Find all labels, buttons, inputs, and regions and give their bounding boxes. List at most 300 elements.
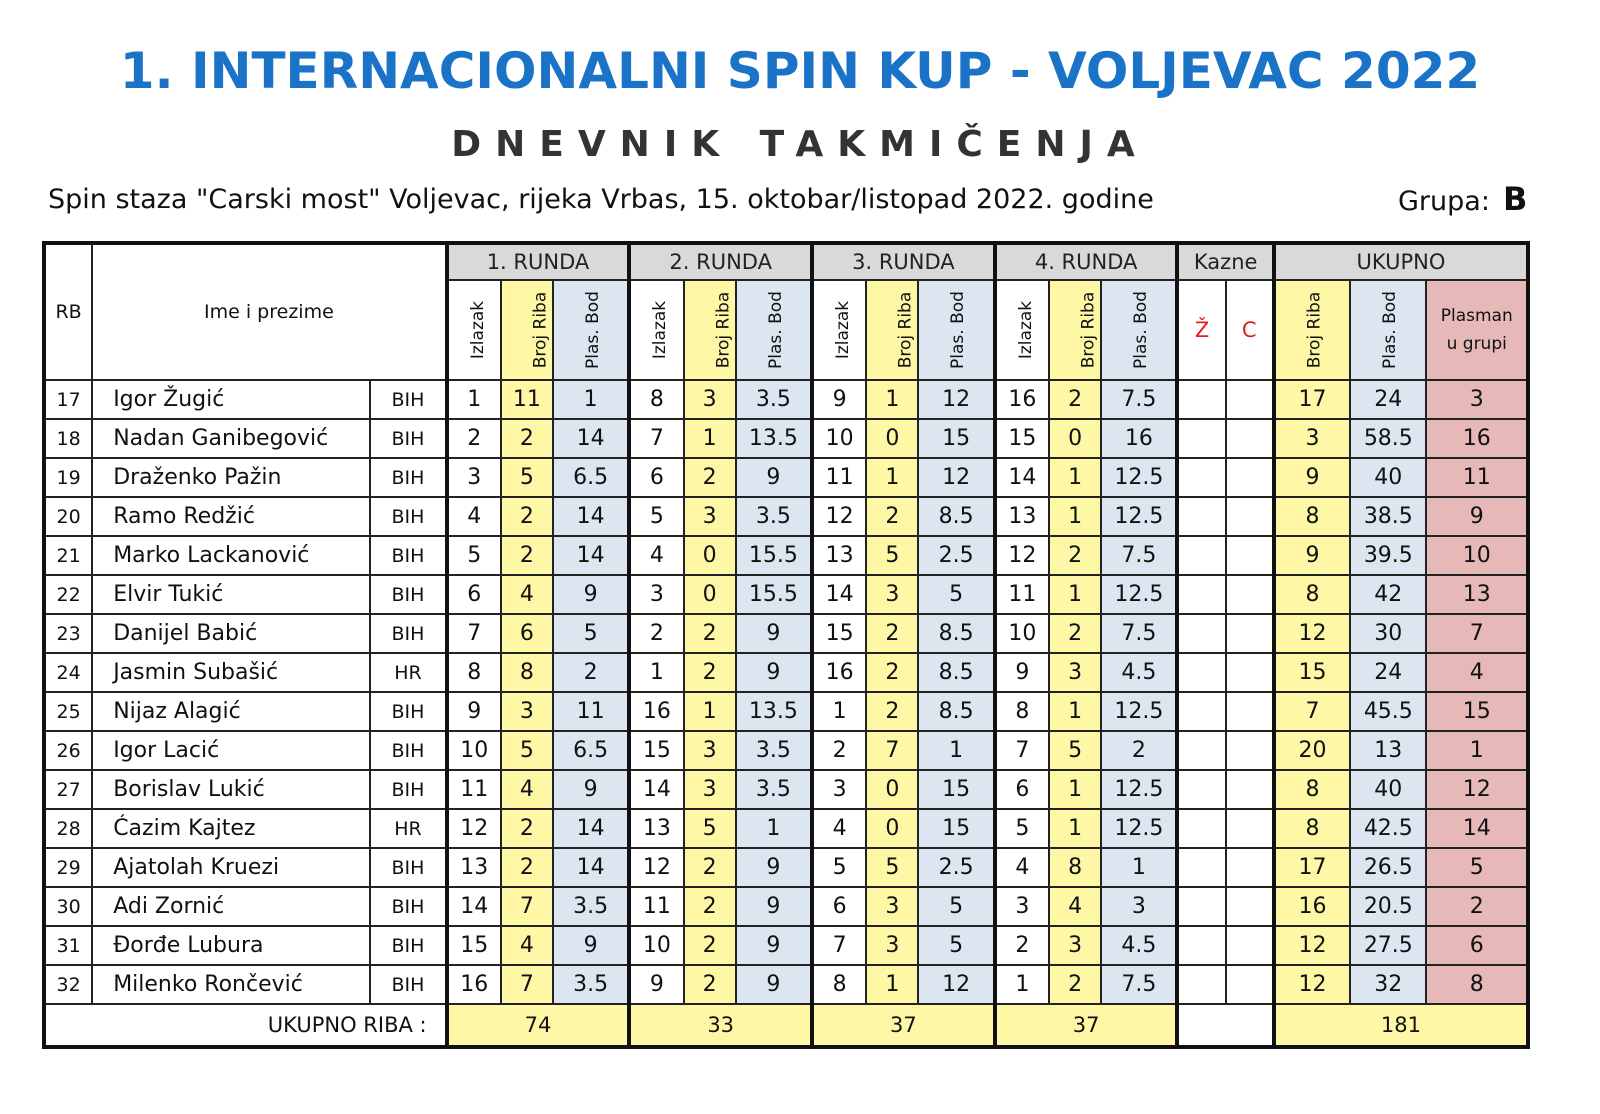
izlazak-cell: 12 — [629, 848, 683, 887]
broj-riba-cell: 2 — [1049, 965, 1101, 1004]
broj-riba-cell: 5 — [501, 458, 553, 497]
plas-bod-cell: 3.5 — [736, 770, 812, 809]
plas-bod-cell: 3.5 — [736, 731, 812, 770]
izlazak-cell: 4 — [995, 848, 1049, 887]
plas-bod-cell: 14 — [553, 809, 629, 848]
competitor-name: Marko Lackanović — [92, 536, 370, 575]
plasman-cell: 10 — [1426, 536, 1528, 575]
plas-bod-cell: 1 — [1101, 848, 1177, 887]
penalty-c-cell — [1226, 770, 1274, 809]
penalty-z-cell — [1177, 692, 1225, 731]
penalty-z-cell — [1177, 848, 1225, 887]
subheader-plas-bod-r2-label: Plas. Bod — [765, 291, 786, 369]
group-label: Grupa: — [1398, 186, 1490, 217]
broj-riba-cell: 5 — [684, 809, 736, 848]
penalty-c-cell — [1226, 575, 1274, 614]
rb-cell: 22 — [44, 575, 92, 614]
plas-bod-cell: 15.5 — [736, 575, 812, 614]
plas-bod-cell: 2.5 — [918, 848, 994, 887]
round-header-2: 2. RUNDA — [629, 243, 812, 280]
penalty-z-cell — [1177, 458, 1225, 497]
plasman-cell: 6 — [1426, 926, 1528, 965]
subheader-plasman — [1426, 280, 1528, 380]
total-plas-bod-cell: 13 — [1350, 731, 1426, 770]
izlazak-cell: 11 — [447, 770, 501, 809]
total-plas-bod-cell: 26.5 — [1350, 848, 1426, 887]
penalty-z-cell — [1177, 380, 1225, 419]
round-total-cell: 33 — [629, 1004, 812, 1047]
izlazak-cell: 10 — [812, 419, 866, 458]
competitor-name: Danijel Babić — [92, 614, 370, 653]
izlazak-cell: 6 — [629, 458, 683, 497]
izlazak-cell: 10 — [995, 614, 1049, 653]
izlazak-cell: 6 — [812, 887, 866, 926]
izlazak-cell: 3 — [447, 458, 501, 497]
country-cell: BIH — [370, 731, 446, 770]
izlazak-cell: 2 — [629, 614, 683, 653]
subheader-total-broj-riba-label: Broj Riba — [1304, 291, 1325, 369]
izlazak-cell: 16 — [629, 692, 683, 731]
izlazak-cell: 5 — [812, 848, 866, 887]
table-row — [44, 965, 1528, 1004]
izlazak-cell: 7 — [447, 614, 501, 653]
izlazak-cell: 8 — [447, 653, 501, 692]
izlazak-cell: 15 — [812, 614, 866, 653]
total-broj-riba-cell: 12 — [1274, 926, 1350, 965]
subheader-izlazak-r3-label: Izlazak — [833, 300, 854, 360]
grand-total-cell: 181 — [1274, 1004, 1528, 1047]
subheader-izlazak-r1-label: Izlazak — [467, 300, 488, 360]
rb-cell: 27 — [44, 770, 92, 809]
plas-bod-cell: 12.5 — [1101, 809, 1177, 848]
col-header-name: Ime i prezime — [92, 243, 446, 380]
plasman-cell: 4 — [1426, 653, 1528, 692]
broj-riba-cell: 2 — [501, 497, 553, 536]
broj-riba-cell: 2 — [866, 653, 918, 692]
plas-bod-cell: 6.5 — [553, 731, 629, 770]
penalty-total-cell — [1177, 1004, 1273, 1047]
plasman-cell: 11 — [1426, 458, 1528, 497]
competitor-name: Borislav Lukić — [92, 770, 370, 809]
broj-riba-cell: 1 — [1049, 770, 1101, 809]
total-plas-bod-cell: 30 — [1350, 614, 1426, 653]
broj-riba-cell: 6 — [501, 614, 553, 653]
izlazak-cell: 16 — [812, 653, 866, 692]
plas-bod-cell: 7.5 — [1101, 614, 1177, 653]
broj-riba-cell: 2 — [501, 536, 553, 575]
group-value: B — [1503, 180, 1528, 218]
broj-riba-cell: 7 — [501, 887, 553, 926]
plas-bod-cell: 8.5 — [918, 653, 994, 692]
country-cell: BIH — [370, 458, 446, 497]
penalty-z-cell — [1177, 614, 1225, 653]
plas-bod-cell: 8.5 — [918, 497, 994, 536]
broj-riba-cell: 1 — [1049, 458, 1101, 497]
total-plas-bod-cell: 58.5 — [1350, 419, 1426, 458]
broj-riba-cell: 0 — [684, 575, 736, 614]
penalty-c-cell — [1226, 419, 1274, 458]
izlazak-cell: 8 — [812, 965, 866, 1004]
plas-bod-cell: 14 — [553, 497, 629, 536]
izlazak-cell: 13 — [995, 497, 1049, 536]
penalty-z-cell — [1177, 926, 1225, 965]
plasman-cell: 13 — [1426, 575, 1528, 614]
izlazak-cell: 15 — [629, 731, 683, 770]
broj-riba-cell: 2 — [866, 614, 918, 653]
table-row — [44, 419, 1528, 458]
broj-riba-cell: 3 — [866, 926, 918, 965]
penalty-z-cell — [1177, 887, 1225, 926]
plas-bod-cell: 9 — [553, 575, 629, 614]
country-cell: BIH — [370, 419, 446, 458]
rb-cell: 19 — [44, 458, 92, 497]
country-cell: BIH — [370, 926, 446, 965]
broj-riba-cell: 2 — [501, 419, 553, 458]
results-table — [42, 241, 1530, 1049]
round-header-4: 4. RUNDA — [995, 243, 1178, 280]
subheader-izlazak-r1 — [447, 280, 501, 380]
total-broj-riba-cell: 3 — [1274, 419, 1350, 458]
competitor-name: Igor Žugić — [92, 380, 370, 419]
izlazak-cell: 2 — [812, 731, 866, 770]
plas-bod-cell: 3.5 — [553, 965, 629, 1004]
country-cell: HR — [370, 653, 446, 692]
izlazak-cell: 14 — [447, 887, 501, 926]
broj-riba-cell: 4 — [501, 926, 553, 965]
izlazak-cell: 12 — [812, 497, 866, 536]
subheader-broj-riba-r1-label: Broj Riba — [530, 291, 551, 369]
broj-riba-cell: 0 — [684, 536, 736, 575]
subheader-izlazak-r4 — [995, 280, 1049, 380]
broj-riba-cell: 1 — [684, 692, 736, 731]
total-plas-bod-cell: 45.5 — [1350, 692, 1426, 731]
broj-riba-cell: 8 — [1049, 848, 1101, 887]
country-cell: BIH — [370, 575, 446, 614]
competitor-name: Đorđe Lubura — [92, 926, 370, 965]
competitor-name: Jasmin Subašić — [92, 653, 370, 692]
plas-bod-cell: 8.5 — [918, 614, 994, 653]
round-header-3: 3. RUNDA — [812, 243, 995, 280]
izlazak-cell: 15 — [447, 926, 501, 965]
total-plas-bod-cell: 24 — [1350, 380, 1426, 419]
plas-bod-cell: 8.5 — [918, 692, 994, 731]
plas-bod-cell: 5 — [918, 887, 994, 926]
izlazak-cell: 8 — [995, 692, 1049, 731]
plas-bod-cell: 9 — [736, 848, 812, 887]
competitor-name: Ramo Redžić — [92, 497, 370, 536]
plas-bod-cell: 12.5 — [1101, 458, 1177, 497]
round-total-cell: 37 — [812, 1004, 995, 1047]
location-line: Spin staza "Carski most" Voljevac, rijeka Vrbas, 15. oktobar/listopad 2022. godine — [48, 184, 1154, 215]
broj-riba-cell: 3 — [684, 731, 736, 770]
total-plas-bod-cell: 39.5 — [1350, 536, 1426, 575]
izlazak-cell: 6 — [447, 575, 501, 614]
penalty-c-cell — [1226, 848, 1274, 887]
izlazak-cell: 3 — [812, 770, 866, 809]
plas-bod-cell: 7.5 — [1101, 965, 1177, 1004]
plas-bod-cell: 11 — [553, 692, 629, 731]
plasman-cell: 9 — [1426, 497, 1528, 536]
penalty-c-cell — [1226, 965, 1274, 1004]
broj-riba-cell: 1 — [866, 965, 918, 1004]
broj-riba-cell: 3 — [684, 497, 736, 536]
plasman-cell: 8 — [1426, 965, 1528, 1004]
rb-cell: 17 — [44, 380, 92, 419]
izlazak-cell: 4 — [812, 809, 866, 848]
competitor-name: Igor Lacić — [92, 731, 370, 770]
penalty-z-cell — [1177, 809, 1225, 848]
rb-cell: 26 — [44, 731, 92, 770]
country-cell: BIH — [370, 380, 446, 419]
country-cell: BIH — [370, 497, 446, 536]
plasman-cell: 2 — [1426, 887, 1528, 926]
broj-riba-cell: 5 — [501, 731, 553, 770]
izlazak-cell: 14 — [995, 458, 1049, 497]
penalty-z-cell — [1177, 419, 1225, 458]
plasman-cell: 14 — [1426, 809, 1528, 848]
total-broj-riba-cell: 12 — [1274, 614, 1350, 653]
total-broj-riba-cell: 20 — [1274, 731, 1350, 770]
total-plas-bod-cell: 40 — [1350, 770, 1426, 809]
izlazak-cell: 6 — [995, 770, 1049, 809]
total-header: UKUPNO — [1274, 243, 1528, 280]
total-plas-bod-cell: 42 — [1350, 575, 1426, 614]
plas-bod-cell: 12.5 — [1101, 575, 1177, 614]
broj-riba-cell: 2 — [1049, 614, 1101, 653]
izlazak-cell: 4 — [447, 497, 501, 536]
plas-bod-cell: 5 — [918, 926, 994, 965]
izlazak-cell: 5 — [447, 536, 501, 575]
rb-cell: 24 — [44, 653, 92, 692]
izlazak-cell: 9 — [629, 965, 683, 1004]
plas-bod-cell: 16 — [1101, 419, 1177, 458]
rb-cell: 25 — [44, 692, 92, 731]
table-row — [44, 809, 1528, 848]
izlazak-cell: 16 — [447, 965, 501, 1004]
broj-riba-cell: 7 — [501, 965, 553, 1004]
plas-bod-cell: 12 — [918, 965, 994, 1004]
penalty-z-cell — [1177, 770, 1225, 809]
table-row — [44, 926, 1528, 965]
total-broj-riba-cell: 8 — [1274, 497, 1350, 536]
izlazak-cell: 11 — [812, 458, 866, 497]
competitor-name: Nijaz Alagić — [92, 692, 370, 731]
broj-riba-cell: 4 — [501, 770, 553, 809]
plas-bod-cell: 15 — [918, 419, 994, 458]
penalties-header: Kazne — [1177, 243, 1273, 280]
broj-riba-cell: 3 — [684, 380, 736, 419]
plas-bod-cell: 13.5 — [736, 692, 812, 731]
country-cell: BIH — [370, 965, 446, 1004]
country-cell: BIH — [370, 692, 446, 731]
izlazak-cell: 1 — [629, 653, 683, 692]
competitor-name: Adi Zornić — [92, 887, 370, 926]
rb-cell: 23 — [44, 614, 92, 653]
subheader-izlazak-r2-label: Izlazak — [650, 300, 671, 360]
penalty-c-header: C — [1226, 280, 1274, 380]
rb-cell: 31 — [44, 926, 92, 965]
page-subtitle: DNEVNIK TAKMIČENJA — [451, 124, 1149, 165]
broj-riba-cell: 2 — [684, 848, 736, 887]
total-plas-bod-cell: 20.5 — [1350, 887, 1426, 926]
plasman-cell: 12 — [1426, 770, 1528, 809]
plas-bod-cell: 12 — [918, 380, 994, 419]
plas-bod-cell: 15 — [918, 770, 994, 809]
izlazak-cell: 4 — [629, 536, 683, 575]
subheader-plas-bod-r1-label: Plas. Bod — [582, 291, 603, 369]
plas-bod-cell: 15 — [918, 809, 994, 848]
table-row — [44, 614, 1528, 653]
penalty-c-cell — [1226, 692, 1274, 731]
plas-bod-cell: 14 — [553, 419, 629, 458]
plas-bod-cell: 4.5 — [1101, 926, 1177, 965]
round-total-cell: 74 — [447, 1004, 630, 1047]
subheader-broj-riba-r2-label: Broj Riba — [712, 291, 733, 369]
izlazak-cell: 5 — [629, 497, 683, 536]
broj-riba-cell: 1 — [1049, 497, 1101, 536]
table-row — [44, 770, 1528, 809]
subheader-total-plas-bod-label: Plas. Bod — [1380, 291, 1401, 369]
total-broj-riba-cell: 8 — [1274, 575, 1350, 614]
broj-riba-cell: 5 — [1049, 731, 1101, 770]
total-broj-riba-cell: 8 — [1274, 809, 1350, 848]
penalty-z-cell — [1177, 965, 1225, 1004]
competitor-name: Milenko Rončević — [92, 965, 370, 1004]
plasman-cell: 15 — [1426, 692, 1528, 731]
table-row — [44, 887, 1528, 926]
plas-bod-cell: 5 — [918, 575, 994, 614]
broj-riba-cell: 3 — [684, 770, 736, 809]
izlazak-cell: 9 — [812, 380, 866, 419]
plas-bod-cell: 14 — [553, 536, 629, 575]
penalty-z-cell — [1177, 497, 1225, 536]
broj-riba-cell: 3 — [866, 575, 918, 614]
broj-riba-cell: 8 — [501, 653, 553, 692]
subheader-izlazak-r2 — [629, 280, 683, 380]
broj-riba-cell: 2 — [684, 614, 736, 653]
broj-riba-cell: 1 — [1049, 809, 1101, 848]
izlazak-cell: 13 — [629, 809, 683, 848]
plas-bod-cell: 9 — [736, 458, 812, 497]
izlazak-cell: 10 — [629, 926, 683, 965]
izlazak-cell: 8 — [629, 380, 683, 419]
izlazak-cell: 11 — [629, 887, 683, 926]
total-broj-riba-cell: 8 — [1274, 770, 1350, 809]
broj-riba-cell: 2 — [1049, 380, 1101, 419]
competitor-name: Elvir Tukić — [92, 575, 370, 614]
plas-bod-cell: 4.5 — [1101, 653, 1177, 692]
rb-cell: 21 — [44, 536, 92, 575]
competitor-name: Ćazim Kajtez — [92, 809, 370, 848]
country-cell: BIH — [370, 770, 446, 809]
plas-bod-cell: 2 — [1101, 731, 1177, 770]
broj-riba-cell: 0 — [866, 809, 918, 848]
subheader-broj-riba-r3-label: Broj Riba — [895, 291, 916, 369]
broj-riba-cell: 2 — [501, 848, 553, 887]
totals-row — [44, 1004, 1528, 1047]
penalty-c-cell — [1226, 458, 1274, 497]
broj-riba-cell: 2 — [866, 692, 918, 731]
plas-bod-cell: 7.5 — [1101, 380, 1177, 419]
plasman-cell: 16 — [1426, 419, 1528, 458]
izlazak-cell: 10 — [447, 731, 501, 770]
plas-bod-cell: 13.5 — [736, 419, 812, 458]
plas-bod-cell: 9 — [736, 653, 812, 692]
izlazak-cell: 1 — [812, 692, 866, 731]
izlazak-cell: 5 — [995, 809, 1049, 848]
penalty-c-cell — [1226, 926, 1274, 965]
penalty-z-cell — [1177, 731, 1225, 770]
subheader-broj-riba-r4-label: Broj Riba — [1078, 291, 1099, 369]
izlazak-cell: 14 — [812, 575, 866, 614]
subheader-plas-bod-r4-label: Plas. Bod — [1131, 291, 1152, 369]
broj-riba-cell: 2 — [684, 965, 736, 1004]
total-broj-riba-cell: 9 — [1274, 458, 1350, 497]
broj-riba-cell: 7 — [866, 731, 918, 770]
subheader-total-plas-bod — [1350, 280, 1426, 380]
subheader-broj-riba-r2 — [684, 280, 736, 380]
broj-riba-cell: 0 — [1049, 419, 1101, 458]
izlazak-cell: 1 — [995, 965, 1049, 1004]
table-row — [44, 731, 1528, 770]
plas-bod-cell: 12.5 — [1101, 692, 1177, 731]
rb-cell: 32 — [44, 965, 92, 1004]
table-row — [44, 536, 1528, 575]
competitor-name: Draženko Pažin — [92, 458, 370, 497]
total-broj-riba-cell: 16 — [1274, 887, 1350, 926]
plas-bod-cell: 9 — [553, 770, 629, 809]
broj-riba-cell: 2 — [684, 458, 736, 497]
penalty-c-cell — [1226, 731, 1274, 770]
col-header-rb: RB — [44, 243, 92, 380]
izlazak-cell: 13 — [812, 536, 866, 575]
subheader-izlazak-r3 — [812, 280, 866, 380]
plasman-line2: u grupi — [1446, 334, 1507, 354]
country-cell: BIH — [370, 848, 446, 887]
subheader-broj-riba-r3 — [866, 280, 918, 380]
broj-riba-cell: 11 — [501, 380, 553, 419]
total-broj-riba-cell: 17 — [1274, 380, 1350, 419]
subheader-plas-bod-r3 — [918, 280, 994, 380]
plasman-cell: 1 — [1426, 731, 1528, 770]
broj-riba-cell: 0 — [866, 419, 918, 458]
izlazak-cell: 12 — [447, 809, 501, 848]
total-plas-bod-cell: 27.5 — [1350, 926, 1426, 965]
izlazak-cell: 7 — [629, 419, 683, 458]
subheader-plas-bod-r2 — [736, 280, 812, 380]
plas-bod-cell: 2.5 — [918, 536, 994, 575]
penalty-c-cell — [1226, 614, 1274, 653]
broj-riba-cell: 3 — [1049, 926, 1101, 965]
plas-bod-cell: 1 — [553, 380, 629, 419]
broj-riba-cell: 1 — [684, 419, 736, 458]
subheader-broj-riba-r1 — [501, 280, 553, 380]
plas-bod-cell: 2 — [553, 653, 629, 692]
total-broj-riba-cell: 7 — [1274, 692, 1350, 731]
broj-riba-cell: 1 — [1049, 575, 1101, 614]
penalty-z-header: Ž — [1177, 280, 1225, 380]
plas-bod-cell: 12.5 — [1101, 497, 1177, 536]
plas-bod-cell: 6.5 — [553, 458, 629, 497]
izlazak-cell: 3 — [629, 575, 683, 614]
plas-bod-cell: 9 — [553, 926, 629, 965]
plas-bod-cell: 15.5 — [736, 536, 812, 575]
penalty-c-cell — [1226, 380, 1274, 419]
izlazak-cell: 9 — [995, 653, 1049, 692]
plas-bod-cell: 3 — [1101, 887, 1177, 926]
broj-riba-cell: 3 — [501, 692, 553, 731]
plas-bod-cell: 3.5 — [736, 380, 812, 419]
